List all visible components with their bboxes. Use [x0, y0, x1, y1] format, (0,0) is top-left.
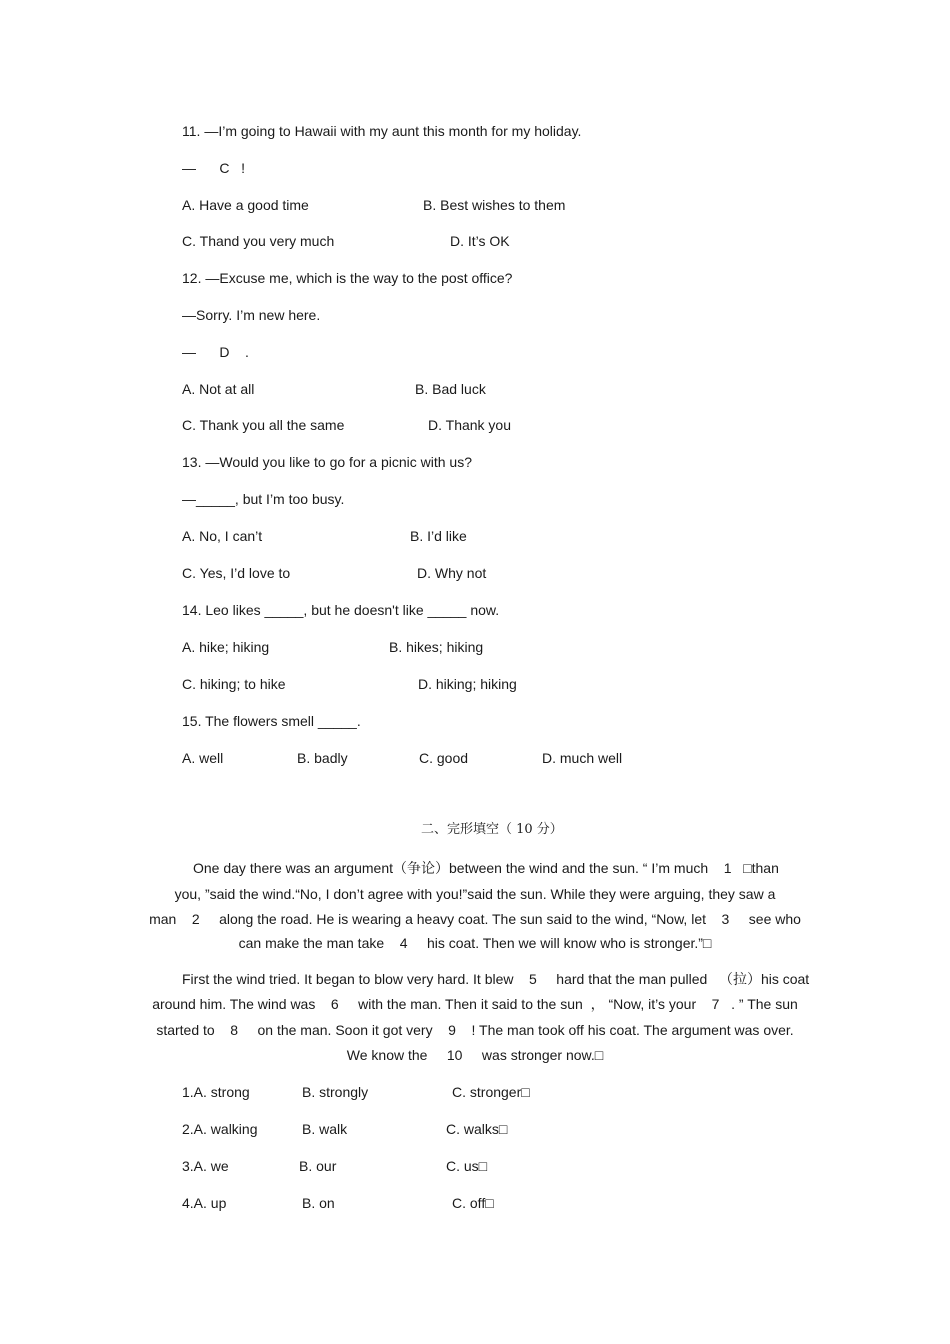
- q15-option-b: B. badly: [297, 750, 348, 766]
- q12-stem: 12. —Excuse me, which is the way to the post office?: [182, 270, 513, 286]
- cloze-option: B. strongly: [302, 1084, 369, 1100]
- q12-reply: — D .: [182, 344, 249, 360]
- q12-option-c: C. Thank you all the same: [182, 417, 345, 433]
- cloze-option: 2.A. walking: [182, 1121, 258, 1137]
- q11-stem: 11. —I’m going to Hawaii with my aunt this month for my holiday.: [182, 123, 582, 139]
- cloze-option: C. walks□: [446, 1121, 508, 1137]
- q11-reply: — C !: [182, 160, 246, 176]
- passage-line: can make the man take 4 his coat. Then we will know who is stronger.”□: [238, 935, 712, 951]
- q14-option-c: C. hiking; to hike: [182, 676, 286, 692]
- cloze-option: B. our: [299, 1158, 337, 1174]
- q13-option-b: B. I’d like: [410, 528, 467, 544]
- passage-line: man 2 along the road. He is wearing a heavy coat. The sun said to the wind, “Now, let 3 see who: [149, 911, 801, 927]
- passage-line: around him. The wind was 6 with the man. Then it said to the sun ， “Now, it’s your 7 . ” The sun: [152, 996, 798, 1012]
- q11-option-a: A. Have a good time: [182, 197, 309, 213]
- q12-line2: —Sorry. I’m new here.: [182, 307, 321, 323]
- cloze-option: 1.A. strong: [182, 1084, 250, 1100]
- q13-option-c: C. Yes, I’d love to: [182, 565, 291, 581]
- q15-option-a: A. well: [182, 750, 224, 766]
- q12-option-d: D. Thank you: [428, 417, 512, 433]
- q11-option-d: D. It’s OK: [450, 233, 510, 249]
- passage-line: We know the 10 was stronger now.□: [346, 1047, 604, 1063]
- q15-option-d: D. much well: [542, 750, 623, 766]
- q12-option-b: B. Bad luck: [415, 381, 486, 397]
- q15-option-c: C. good: [419, 750, 469, 766]
- q12-option-a: A. Not at all: [182, 381, 255, 397]
- q14-option-d: D. hiking; hiking: [418, 676, 517, 692]
- q14-option-a: A. hike; hiking: [182, 639, 270, 655]
- section-heading-cloze: 二、完形填空（ 10 分）: [421, 822, 563, 837]
- passage-line: started to 8 on the man. Soon it got very 9 ! The man took off his coat. The argument was over.: [156, 1022, 794, 1038]
- passage-line: One day there was an argument（争论）between the wind and the sun. “ I’m much 1 □than: [193, 860, 779, 876]
- cloze-option: 4.A. up: [182, 1195, 227, 1211]
- cloze-option: 3.A. we: [182, 1158, 229, 1174]
- q13-reply: —_____, but I’m too busy.: [182, 491, 345, 507]
- q13-option-a: A. No, I can’t: [182, 528, 263, 544]
- passage-line: First the wind tried. It began to blow very hard. It blew 5 hard that the man pulled （拉）his coat: [182, 971, 810, 987]
- passage-line: you, ”said the wind.“No, I don’t agree with you!”said the sun. While they were arguing, they saw a: [174, 886, 776, 902]
- q11-option-b: B. Best wishes to them: [423, 197, 566, 213]
- cloze-option: C. stronger□: [452, 1084, 530, 1100]
- q14-option-b: B. hikes; hiking: [389, 639, 484, 655]
- q13-option-d: D. Why not: [417, 565, 487, 581]
- q15-stem: 15. The flowers smell _____.: [182, 713, 361, 729]
- q11-option-c: C. Thand you very much: [182, 233, 335, 249]
- q13-stem: 13. —Would you like to go for a picnic with us?: [182, 454, 473, 470]
- cloze-option: B. walk: [302, 1121, 348, 1137]
- q14-stem: 14. Leo likes _____, but he doesn't like _____ now.: [182, 602, 500, 618]
- cloze-option: B. on: [302, 1195, 335, 1211]
- cloze-option: C. us□: [446, 1158, 488, 1174]
- cloze-option: C. off□: [452, 1195, 494, 1211]
